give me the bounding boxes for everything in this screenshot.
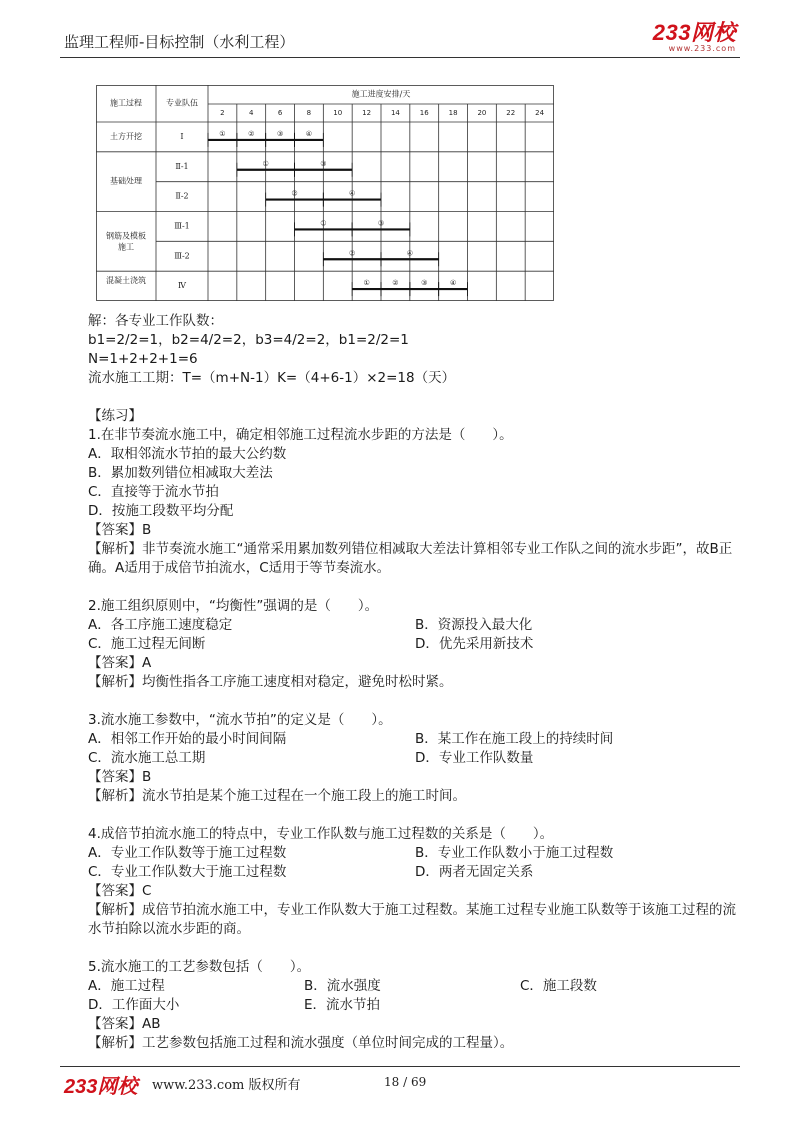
brand-logo-text: 233网校: [652, 20, 736, 45]
q1-stem: 1.在非节奏流水施工中，确定相邻施工过程流水步距的方法是（ ）。: [88, 427, 513, 443]
q2-answer: 【答案】A: [88, 655, 152, 671]
gantt-bar-label: ②: [291, 189, 298, 198]
brand-logo-url: www.233.com: [668, 44, 736, 53]
header-team: 专业队伍: [166, 98, 198, 108]
gantt-bar-label: ①: [219, 129, 226, 138]
q2-analysis: 【解析】均衡性指各工序施工速度相对稳定，避免时松时紧。: [88, 674, 453, 690]
footer-brand-logo: 233网校: [64, 1076, 138, 1098]
day-tick-label: 14: [390, 109, 400, 117]
team-label: Ⅳ: [178, 281, 186, 291]
q4-answer: 【答案】C: [88, 883, 152, 899]
header-process: 施工过程: [110, 98, 142, 108]
day-tick-label: 2: [220, 109, 225, 117]
solution-line-4: 流水施工工期：T=（m+N-1）K=（4+6-1）×2=18（天）: [88, 370, 456, 386]
q3-answer: 【答案】B: [88, 769, 152, 785]
gantt-bar-label: ④: [349, 189, 356, 198]
footer-rule: [60, 1066, 740, 1067]
q4-option-c: C．专业工作队数大于施工过程数: [88, 864, 287, 880]
team-label: Ⅱ-2: [175, 191, 189, 201]
day-tick-label: 24: [535, 109, 545, 117]
gantt-bar-label: ④: [406, 249, 413, 258]
q2-option-b: B．资源投入最大化: [415, 617, 533, 633]
gantt-border: [97, 86, 554, 301]
header-rule: [60, 57, 740, 58]
q1-option-d: D．按施工段数平均分配: [88, 503, 234, 519]
q5-stem: 5.流水施工的工艺参数包括（ ）。: [88, 959, 311, 975]
q5-analysis: 【解析】工艺参数包括施工过程和流水强度（单位时间完成的工程量）。: [88, 1035, 514, 1051]
q3-analysis: 【解析】流水节拍是某个施工过程在一个施工段上的施工时间。: [88, 788, 466, 804]
q5-option-d: D．工作面大小: [88, 997, 180, 1013]
q2-option-c: C．施工过程无间断: [88, 636, 206, 652]
day-tick-label: 22: [506, 109, 516, 117]
page-number: 18 / 69: [384, 1075, 427, 1089]
q5-answer: 【答案】AB: [88, 1016, 161, 1032]
brand-logo: [653, 22, 736, 54]
q1-option-b: B．累加数列错位相减取大差法: [88, 465, 273, 481]
q1-analysis: 【解析】非节奏流水施工“通常采用累加数列错位相减取大差法计算相邻专业工作队之间的流水步距”，故B正确。A适用于成倍节拍流水，C适用于等节奏流水。: [88, 541, 733, 576]
day-tick-label: 12: [362, 109, 372, 117]
q4-stem: 4.成倍节拍流水施工的特点中，专业工作队数与施工过程数的关系是（ ）。: [88, 826, 554, 842]
q4-analysis: 【解析】成倍节拍流水施工中，专业工作队数大于施工过程数。某施工过程专业施工队数等于该施工过程的流水节拍除以流水步距的商。: [88, 902, 736, 937]
main-content: [88, 312, 742, 1053]
gantt-bar-label: ③: [320, 159, 327, 168]
team-label: Ⅲ-2: [174, 251, 190, 261]
footer-copyright: www.233.com 版权所有: [152, 1078, 301, 1093]
gantt-bar-label: ①: [262, 159, 269, 168]
day-tick-label: 20: [477, 109, 487, 117]
q2-stem: 2.施工组织原则中，“均衡性”强调的是（ ）。: [88, 598, 379, 614]
gantt-bar-label: ④: [305, 129, 313, 138]
day-tick-label: 4: [249, 109, 254, 117]
q2-option-a: A．各工序施工速度稳定: [88, 617, 233, 633]
gantt-bar-label: ④: [449, 279, 457, 288]
q5-option-e: E．流水节拍: [304, 997, 381, 1013]
solution-line-3: N=1+2+2+1=6: [88, 351, 198, 367]
q4-option-d: D．两者无固定关系: [415, 864, 534, 880]
q5-option-b: B．流水强度: [304, 978, 381, 994]
q5-option-c: C．施工段数: [520, 978, 597, 994]
day-tick-label: 16: [419, 109, 429, 117]
q4-option-b: B．专业工作队数小于施工过程数: [415, 845, 614, 861]
q2-option-d: D．优先采用新技术: [415, 636, 534, 652]
gantt-bar-label: ②: [392, 279, 399, 288]
team-label: Ⅱ-1: [175, 161, 189, 171]
solution-line-2: b1=2/2=1，b2=4/2=2，b3=4/2=2，b1=2/2=1: [88, 332, 409, 348]
flow-schedule-gantt: [96, 85, 554, 301]
q1-option-c: C．直接等于流水节拍: [88, 484, 219, 500]
team-label: Ⅲ-1: [174, 221, 190, 231]
gantt-bar-label: ③: [377, 219, 385, 228]
q3-stem: 3.流水施工参数中，“流水节拍”的定义是（ ）。: [88, 712, 392, 728]
q3-option-b: B．某工作在施工段上的持续时间: [415, 731, 614, 747]
q4-option-a: A．专业工作队数等于施工过程数: [88, 845, 287, 861]
process-label: 基础处理: [110, 176, 142, 186]
practice-heading: 【练习】: [88, 408, 142, 424]
q3-option-d: D．专业工作队数量: [415, 750, 534, 766]
day-tick-label: 18: [448, 109, 458, 117]
gantt-svg: [96, 85, 554, 301]
gantt-bar-label: ②: [248, 129, 255, 138]
q3-option-a: A．相邻工作开始的最小时间间隔: [88, 731, 287, 747]
gantt-bar-label: ①: [320, 219, 327, 228]
day-tick-label: 6: [277, 109, 283, 117]
process-label: 施工: [118, 242, 134, 252]
q1-option-a: A．取相邻流水节拍的最大公约数: [88, 446, 287, 462]
team-label: Ⅰ: [180, 131, 184, 141]
day-tick-label: 8: [306, 109, 312, 117]
q1-answer: 【答案】B: [88, 522, 152, 538]
q3-option-c: C．流水施工总工期: [88, 750, 206, 766]
gantt-bar-label: ①: [363, 279, 370, 288]
day-tick-label: 10: [333, 109, 343, 117]
document-title: 监理工程师-目标控制（水利工程）: [64, 33, 295, 51]
process-label: 土方开挖: [110, 131, 142, 141]
gantt-bar-label: ③: [421, 279, 428, 288]
process-label: 混凝土浇筑: [106, 276, 146, 286]
gantt-bar-label: ③: [276, 129, 284, 138]
header-schedule: 施工进度安排/天: [351, 89, 411, 99]
process-label: 钢筋及模板: [106, 231, 146, 241]
q5-option-a: A．施工过程: [88, 978, 165, 994]
gantt-bar-label: ②: [349, 249, 356, 258]
solution-line-1: 解：各专业工作队数：: [88, 313, 223, 329]
